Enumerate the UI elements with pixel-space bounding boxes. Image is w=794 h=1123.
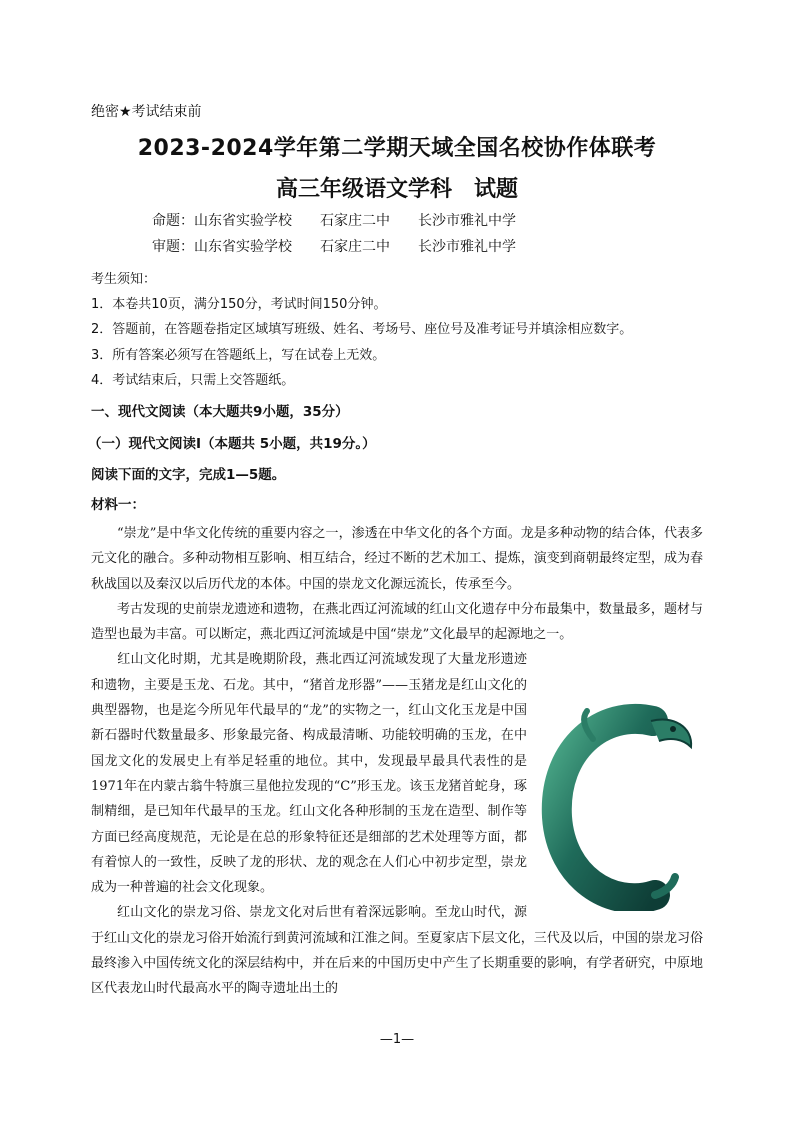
paragraph: 红山文化的崇龙习俗、崇龙文化对后世有着深远影响。至龙山时代，源于红山文化的崇龙习俗开始流行到黄河流域和江淮之间。至夏家店下层文化，三代及以后，中国的崇龙习俗最终渗入中国传统文化的深层结构中，并在后来的中国历史中产生了长期重要的影响，有学者研究，中原地区代表龙山时代最高水平的陶寺遗址出土的 (91, 905, 703, 997)
reviewers-line: 审题：山东省实验学校 石家庄二中 长沙市雅礼中学 (152, 239, 516, 255)
exam-title: 2023-2024学年第二学期天域全国名校协作体联考 (137, 136, 657, 161)
subsection-heading: （一）现代文阅读Ⅰ（本题共 5小题，共19分。） (88, 436, 376, 452)
paragraph-text: 红山文化时期，尤其是晚期阶段，燕北西辽河流域发现了大量龙形遗迹和遗物，主要是玉龙、石龙。其中，“猪首龙形器”——玉猪龙是红山文化的典型器物，也是迄今所见年代最早的“龙”的实物之一，红山文化玉龙是中国新石器时代数量最多、形象最完备、构成最清晰、功能较明确的玉龙，在中国龙文化的发展史上有举足轻重的地位。其中，发现最早最具代表性的是1971年在内蒙古翁牛特旗三星他拉发现的“C”形玉龙。该玉龙猪首蛇身，琢制精细，是已知年代最早的玉龙。红山文化各种形制的玉龙在造型、制作等方面已经高度规范，无论是在总的形象特征还是细部的艺术处理等方面，都有着惊人的一致性，反映了龙的形状、龙的观念在人们心中初步定型，崇龙成为一种普遍的社会文化现象。 (91, 652, 527, 896)
material-label: 材料一： (91, 497, 145, 513)
article-body (91, 521, 703, 1002)
paragraph: “崇龙”是中华文化传统的重要内容之一，渗透在中华文化的各个方面。龙是多种动物的结合体，代表多元文化的融合。多种动物相互影响、相互结合，经过不断的艺术加工、提炼，演变到商朝最终定型，成为春秋战国以及秦汉以后历代龙的本体。中国的崇龙文化源远流长，传承至今。 (91, 526, 703, 592)
notice-item: 4．考试结束后，只需上交答题纸。 (91, 373, 295, 388)
notice-item: 1．本卷共10页，满分150分，考试时间150分钟。 (91, 297, 387, 312)
reading-instruction: 阅读下面的文字，完成1—5题。 (91, 467, 286, 483)
notice-item: 3．所有答案必须写在答题纸上，写在试卷上无效。 (91, 348, 386, 363)
section-heading: 一、现代文阅读（本大题共9小题，35分） (91, 404, 349, 420)
exam-subtitle: 高三年级语文学科 试题 (275, 177, 518, 202)
page-number: —1— (379, 1032, 415, 1047)
notice-heading: 考生须知： (91, 272, 157, 287)
notice-item: 2．答题前，在答题卷指定区域填写班级、姓名、考场号、座位号及准考证号并填涂相应数字。 (91, 322, 633, 337)
paragraph: 考古发现的史前崇龙遗迹和遗物，在燕北西辽河流域的红山文化遗存中分布最集中，数量最多，题材与造型也最为丰富。可以断定，燕北西辽河流域是中国“崇龙”文化最早的起源地之一。 (91, 601, 703, 643)
jade-dragon-image (533, 699, 703, 911)
paragraph (91, 647, 703, 900)
setters-line: 命题：山东省实验学校 石家庄二中 长沙市雅礼中学 (152, 213, 516, 229)
c-shaped-jade-dragon-icon (533, 699, 703, 911)
secret-mark: 绝密★考试结束前 (91, 104, 202, 120)
